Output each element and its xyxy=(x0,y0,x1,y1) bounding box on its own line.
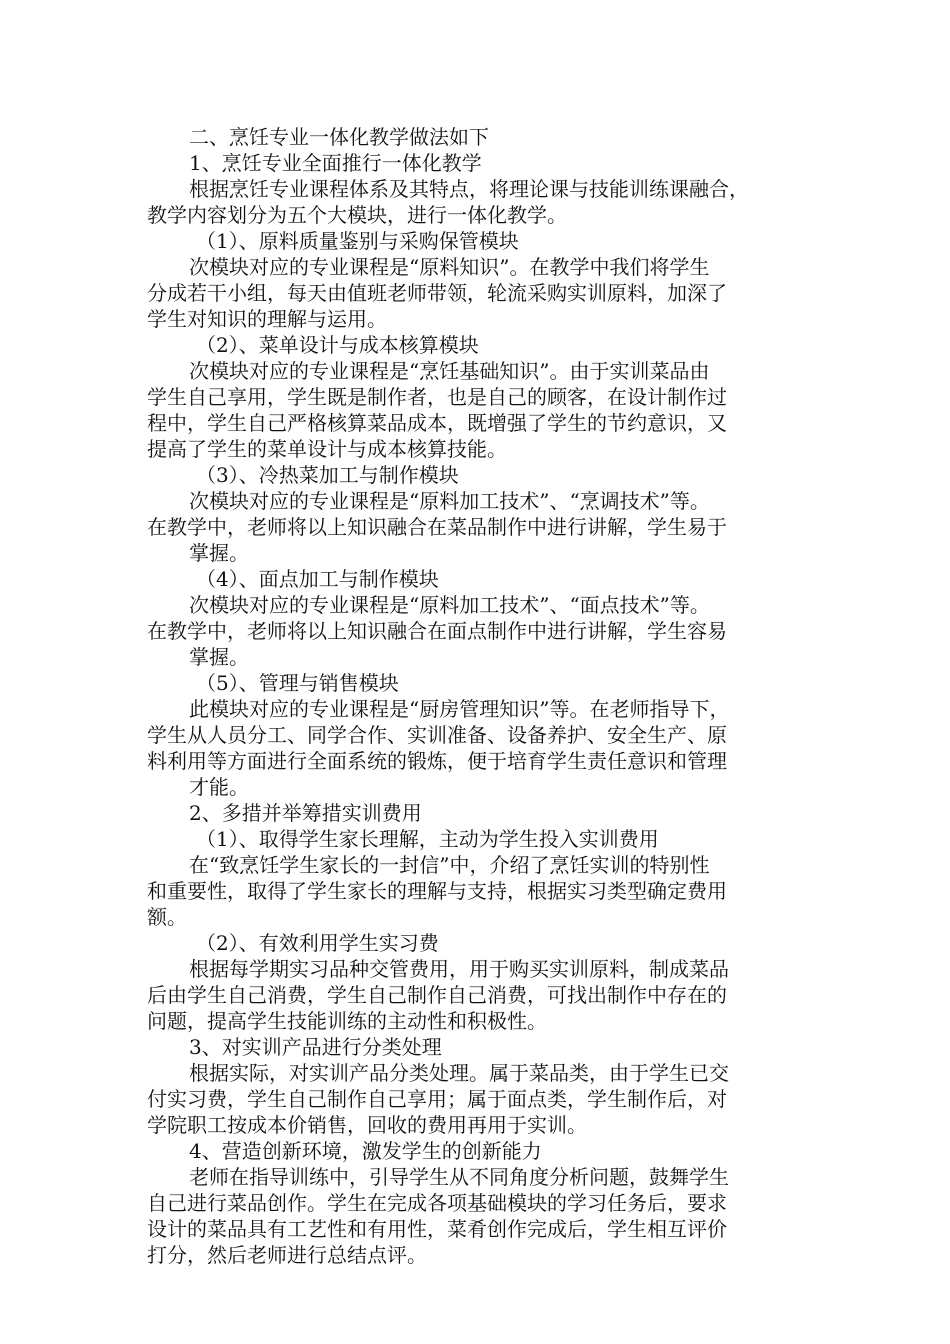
paragraph-line: 在教学中，老师将以上知识融合在面点制作中进行讲解，学生容易 xyxy=(147,619,727,643)
item-heading: （2）、菜单设计与成本核算模块 xyxy=(196,333,479,357)
paragraph-line: 此模块对应的专业课程是“厨房管理知识”等。在老师指导下， xyxy=(189,697,730,721)
paragraph-line: 自己进行菜品创作。学生在完成各项基础模块的学习任务后，要求 xyxy=(147,1191,727,1215)
paragraph-line: 在“致烹饪学生家长的一封信”中，介绍了烹饪实训的特别性 xyxy=(189,853,710,877)
paragraph-line: 打分，然后老师进行总结点评。 xyxy=(147,1243,427,1267)
subsection-heading: 3、对实训产品进行分类处理 xyxy=(189,1035,442,1059)
paragraph-line: 根据每学期实习品种交管费用，用于购买实训原料，制成菜品 xyxy=(189,957,729,981)
paragraph-line: 付实习费，学生自己制作自己享用；属于面点类，学生制作后，对 xyxy=(147,1087,727,1111)
paragraph-line: 后由学生自己消费，学生自己制作自己消费，可找出制作中存在的 xyxy=(147,983,727,1007)
paragraph-line: 教学内容划分为五个大模块，进行一体化教学。 xyxy=(147,203,567,227)
item-heading: （2）、有效利用学生实习费 xyxy=(196,931,439,955)
paragraph-line: 设计的菜品具有工艺性和有用性，菜肴创作完成后，学生相互评价 xyxy=(147,1217,727,1241)
paragraph-line: 和重要性，取得了学生家长的理解与支持，根据实习类型确定费用 xyxy=(147,879,727,903)
paragraph-line: 学院职工按成本价销售，回收的费用再用于实训。 xyxy=(147,1113,587,1137)
subsection-heading: 4、营造创新环境，激发学生的创新能力 xyxy=(189,1139,542,1163)
subsection-heading: 1、烹饪专业全面推行一体化教学 xyxy=(189,151,482,175)
paragraph-line: 根据实际，对实训产品分类处理。属于菜品类，由于学生已交 xyxy=(189,1061,729,1085)
paragraph-line: 程中，学生自己严格核算菜品成本，既增强了学生的节约意识，又 xyxy=(147,411,727,435)
paragraph-line: 掌握。 xyxy=(189,645,249,669)
paragraph-line: 次模块对应的专业课程是“原料加工技术”、“面点技术”等。 xyxy=(189,593,710,617)
item-heading: （1）、原料质量鉴别与采购保管模块 xyxy=(196,229,519,253)
item-heading: （3）、冷热菜加工与制作模块 xyxy=(196,463,459,487)
paragraph-line: 料利用等方面进行全面系统的锻炼，便于培育学生责任意识和管理 xyxy=(147,749,727,773)
paragraph-line: 掌握。 xyxy=(189,541,249,565)
item-heading: （1）、取得学生家长理解，主动为学生投入实训费用 xyxy=(196,827,659,851)
paragraph-line: 学生对知识的理解与运用。 xyxy=(147,307,387,331)
section-heading: 二、烹饪专业一体化教学做法如下 xyxy=(189,125,489,149)
paragraph-line: 分成若干小组，每天由值班老师带领，轮流采购实训原料，加深了 xyxy=(147,281,727,305)
paragraph-line: 在教学中，老师将以上知识融合在菜品制作中进行讲解，学生易于 xyxy=(147,515,727,539)
paragraph-line: 根据烹饪专业课程体系及其特点，将理论课与技能训练课融合， xyxy=(189,177,749,201)
paragraph-line: 次模块对应的专业课程是“烹饪基础知识”。由于实训菜品由 xyxy=(189,359,710,383)
paragraph-line: 才能。 xyxy=(189,775,249,799)
paragraph-line: 学生自己享用，学生既是制作者，也是自己的顾客，在设计制作过 xyxy=(147,385,727,409)
paragraph-line: 次模块对应的专业课程是“原料加工技术”、“烹调技术”等。 xyxy=(189,489,710,513)
paragraph-line: 问题，提高学生技能训练的主动性和积极性。 xyxy=(147,1009,547,1033)
paragraph-line: 学生从人员分工、同学合作、实训准备、设备养护、安全生产、原 xyxy=(147,723,727,747)
paragraph-line: 次模块对应的专业课程是“原料知识”。在教学中我们将学生 xyxy=(189,255,710,279)
item-heading: （5）、管理与销售模块 xyxy=(196,671,399,695)
paragraph-line: 提高了学生的菜单设计与成本核算技能。 xyxy=(147,437,507,461)
subsection-heading: 2、多措并举筹措实训费用 xyxy=(189,801,422,825)
paragraph-line: 老师在指导训练中，引导学生从不同角度分析问题，鼓舞学生 xyxy=(189,1165,729,1189)
item-heading: （4）、面点加工与制作模块 xyxy=(196,567,439,591)
paragraph-line: 额。 xyxy=(147,905,187,929)
